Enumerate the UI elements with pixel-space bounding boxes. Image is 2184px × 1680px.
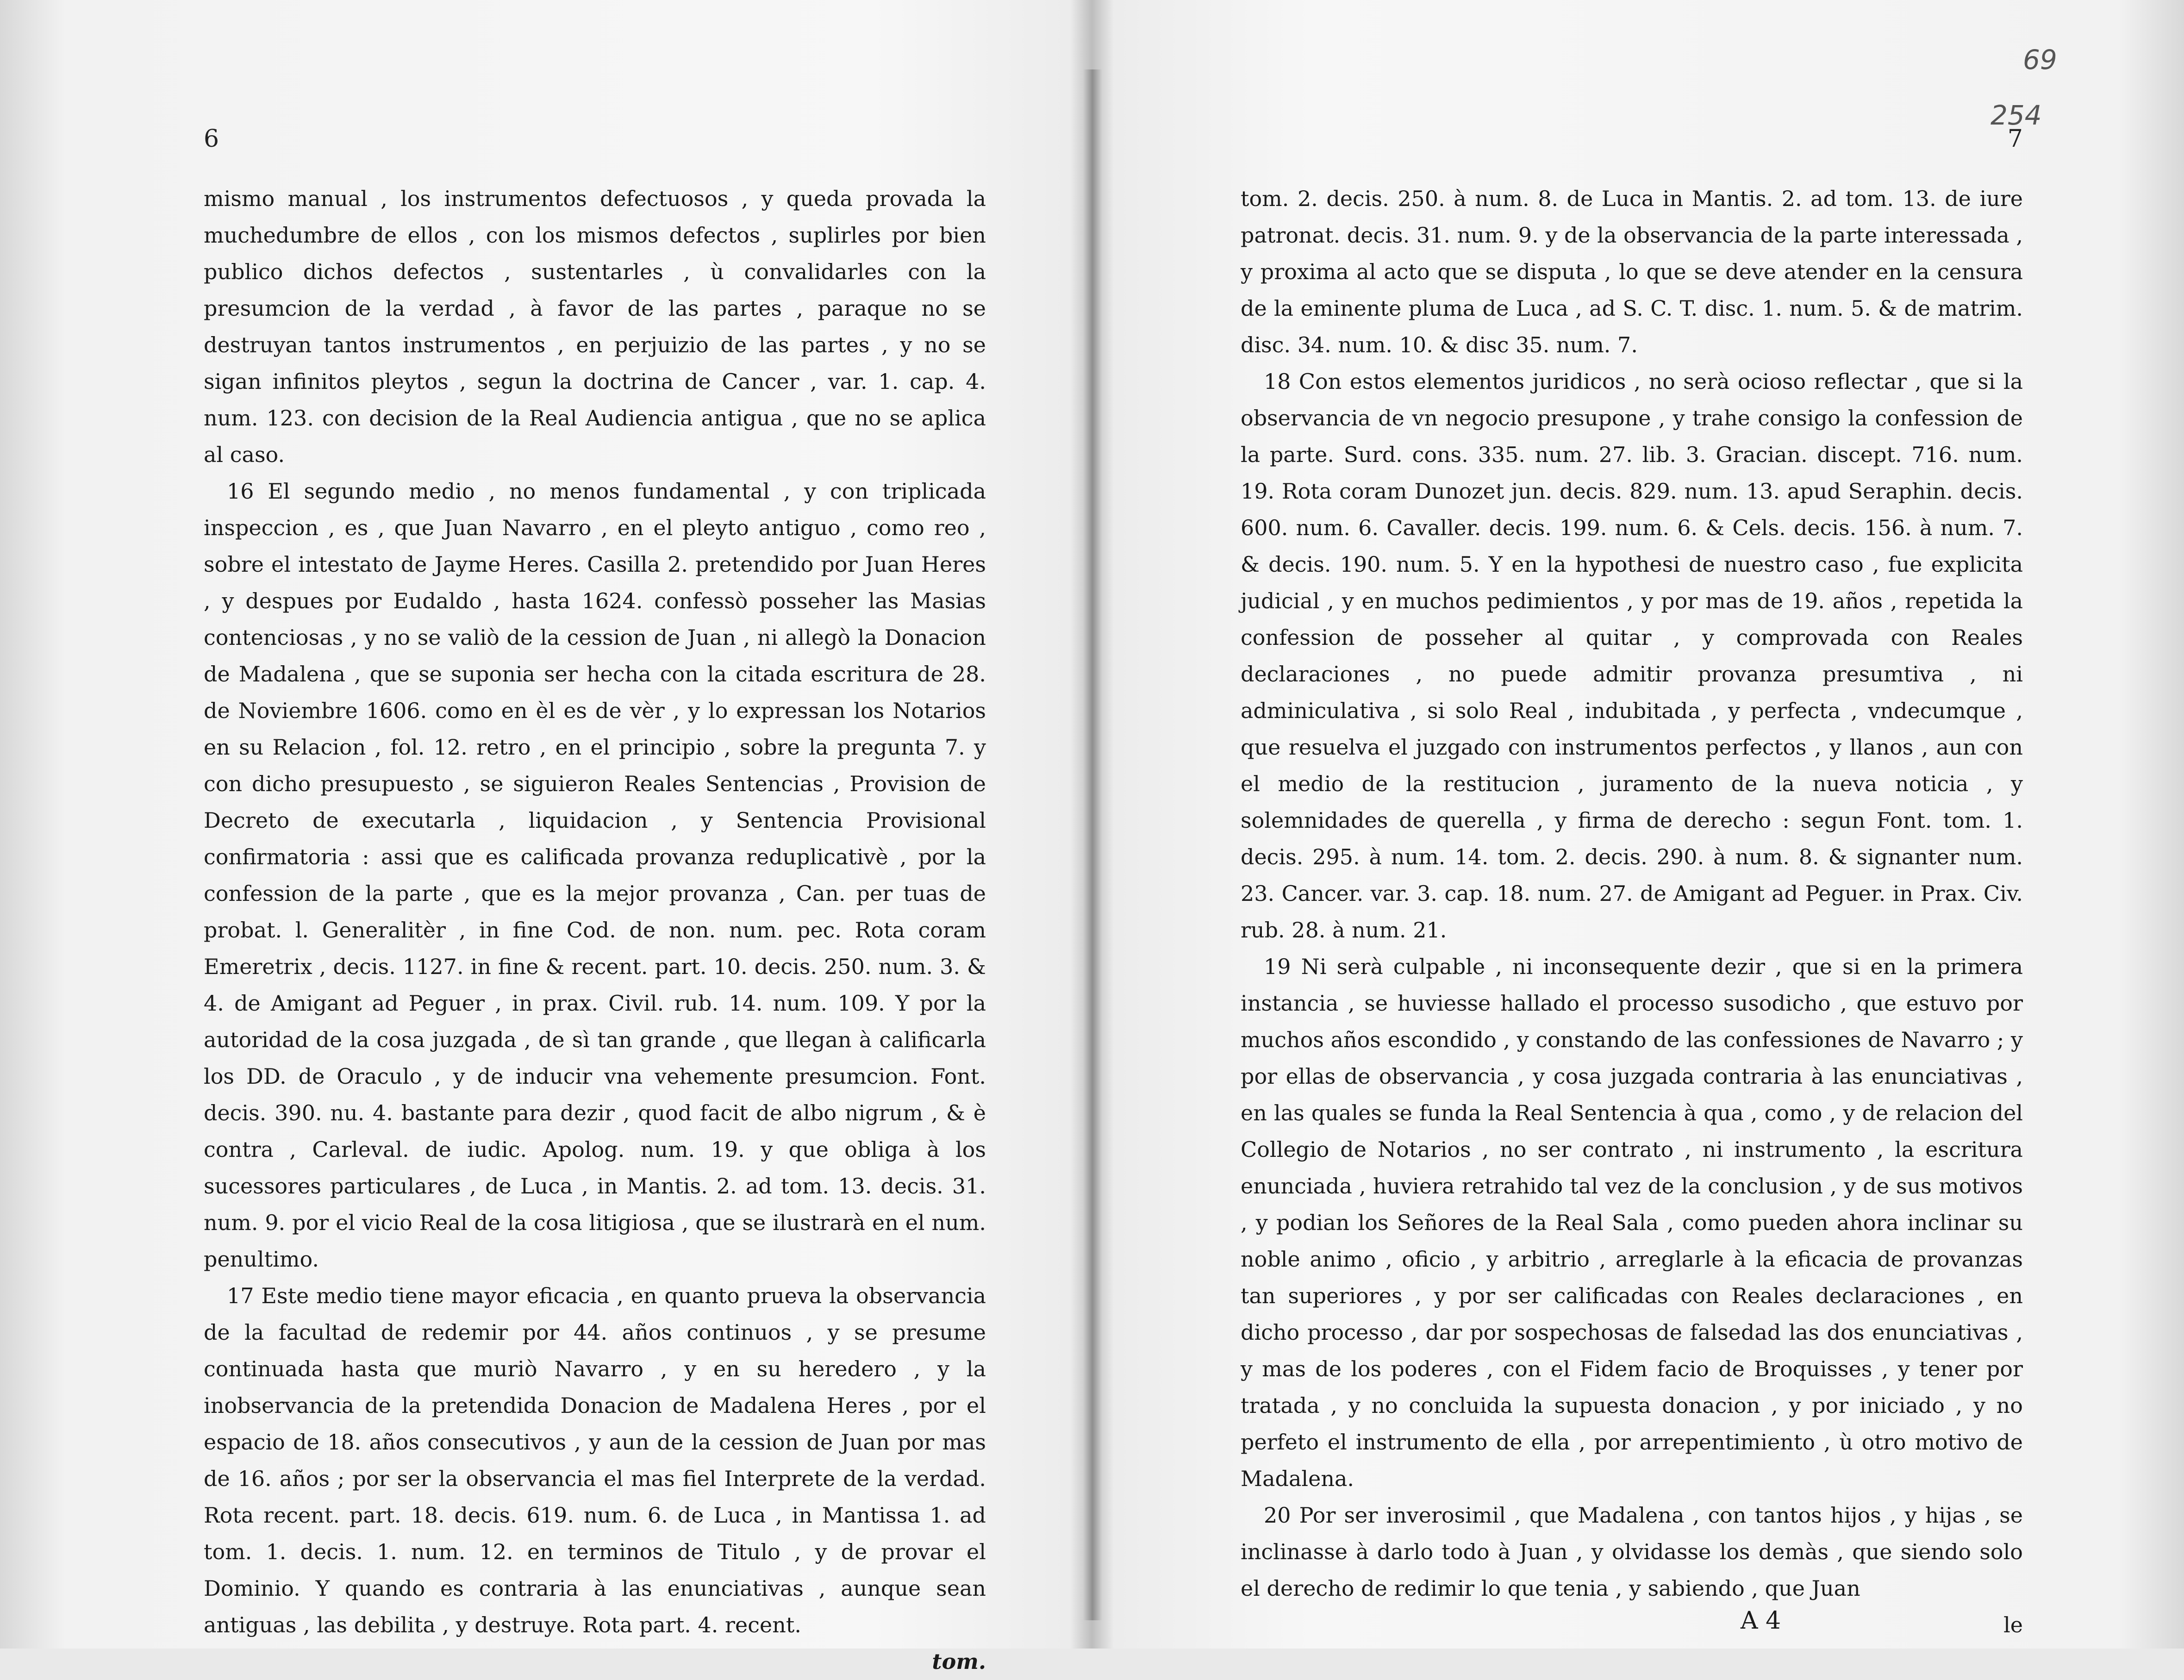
paragraph: mismo manual , los instrumentos defectuosos , y queda provada la muchedumbre de ellos , con los mismos defectos , suplirles por bien publico dichos defectos , sustentarles , ù convalidarles con la presumcion de la verdad , à favor de las partes , paraque no se destruyan tantos instrumentos , en perjuizio de las partes , y no se sigan infinitos pleytos , segun la doctrina de Cancer , var. 1. cap. 4. num. 123. con decision de la Real Audiencia antigua , que no se aplica al caso. — [204, 186, 986, 467]
paragraph-16: 16 El segundo medio , no menos fundamental , y con triplicada inspeccion , es , que Juan Navarro , en el pleyto antiguo , como reo , sobre el intestato de Jayme Heres. Casilla 2. pretendido por Juan Heres , y despues por Eudaldo , hasta 1624. confessò posseher las Masias contenciosas , y no se valiò de la cession de Juan , ni allegò la Donacion de Madalena , que se suponia ser hecha con la citada escritura de 28. de Noviembre 1606. como en èl es de vèr , y lo expressan los Notarios en su Relacion , fol. 12. retro , en el principio , sobre la pregunta 7. y con dicho presupuesto , se siguieron Reales Sentencias , Provision de Decreto de executarla , liquidacion , y Sentencia Provisional confirmatoria : assi que es calificada provanza reduplicativè , por la confession de la parte , que es la mejor provanza , Can. per tuas de probat. l. Generalitèr , in fine Cod. de non. num. pec. Rota coram Emeretrix , decis. 1127. in fine & recent. part. 10. decis. 250. num. 3. & 4. de Amigant ad Peguer , in prax. Civil. rub. 14. num. 109. Y por la autoridad de la cosa juzgada , de sì tan grande , que llegan à calificarla los DD. de Oraculo , y de inducir vna vehemente presumcion. Font. decis. 390. nu. 4. bastante para dezir , quod facit de albo nigrum , & è contra , Carleval. de iudic. Apolog. num. 19. y que obliga à los sucessores particulares , de Luca , in Mantis. 2. ad tom. 13. decis. 31. num. 9. por el vicio Real de la cosa litigiosa , que se ilustrarà en el num. penultimo. — [204, 479, 986, 1272]
paragraph-17: 17 Este medio tiene mayor eficacia , en quanto prueva la observancia de la facultad de redemir por 44. años continuos , y se presume continuada hasta que muriò Navarro , y en su heredero , y la inobservancia de la pretendida Donacion de Madalena Heres , por el espacio de 18. años consecutivos , y aun de la cession de Juan por mas de 16. años ; por ser la observancia el mas fiel Interprete de la verdad. Rota recent. part. 18. decis. 619. num. 6. de Luca , in Mantissa 1. ad tom. 1. decis. 1. num. 12. en terminos de Titulo , y de provar el Dominio. Y quando es contraria à las enunciativas , aunque sean antiguas , las debilita , y destruye. Rota part. 4. recent. — [204, 1283, 986, 1637]
catchword: tom. — [932, 1649, 986, 1674]
page-body — [204, 139, 986, 1643]
right-page — [1241, 125, 2023, 1643]
folio-mark-primary: 69 — [2023, 44, 2057, 75]
catchword: le — [2003, 1612, 2023, 1637]
paragraph-19: 19 Ni serà culpable , ni inconsequente dezir , que si en la primera instancia , se huviesse hallado el processo susodicho , que estuvo por muchos años escondido , y constando de las confessiones de Navarro ; y por ellas de observancia , y cosa juzgada contraria à las enunciativas , en las quales se funda la Real Sentencia à qua , como , y de relacion del Collegio de Notarios , no ser contrato , ni instrumento , la escritura enunciada , huviera retrahido tal vez de la conclusion , y de sus motivos , y podian los Señores de la Real Sala , como pueden ahora inclinar su noble animo , oficio , y arbitrio , arreglarle à la eficacia de provanzas tan superiores , y por ser calificadas con Reales declaraciones , en dicho processo , dar por sospechosas de falsedad las dos enunciativas , y mas de los poderes , con el Fidem facio de Broquisses , y tener por tratada , y no concluida la supuesta donacion , y por iniciado , y no perfeto el instrumento de ella , por arrepentimiento , ù otro motivo de Madalena. — [1241, 954, 2023, 1491]
left-page — [204, 125, 986, 1680]
page-number: 6 — [204, 125, 219, 153]
book-gutter — [1083, 69, 1102, 1620]
paragraph-18: 18 Con estos elementos juridicos , no serà ocioso reflectar , que si la observancia de vn negocio presupone , y trahe consigo la confession de la parte. Surd. cons. 335. num. 27. lib. 3. Gracian. discept. 716. num. 19. Rota coram Dunozet jun. decis. 829. num. 13. apud Seraphin. decis. 600. num. 6. Cavaller. decis. 199. num. 6. & Cels. decis. 156. à num. 7. & decis. 190. num. 5. Y en la hypothesi de nuestro caso , fue explicita judicial , y en muchos pedimientos , y por mas de 19. años , repetida la confession de posseher al quitar , y comprovada con Reales declaraciones , no puede admitir provanza presumtiva , ni adminiculativa , si solo Real , indubitada , y perfecta , vndecumque , que resuelva el juzgado con instrumentos perfectos , y llanos , aun con el medio de la restitucion , juramento de la nueva noticia , y solemnidades de querella , y firma de derecho : segun Font. tom. 1. decis. 295. à num. 14. tom. 2. decis. 290. à num. 8. & signanter num. 23. Cancer. var. 3. cap. 18. num. 27. de Amigant ad Peguer. in Prax. Civ. rub. 28. à num. 21. — [1241, 369, 2023, 943]
folio-mark-secondary: 254 — [1991, 100, 2042, 131]
paragraph-20: 20 Por ser inverosimil , que Madalena , con tantos hijos , y hijas , se inclinasse à darlo todo à Juan , y olvidasse los demàs , que siendo solo el derecho de redimir lo que tenia , y sabiendo , que Juan — [1241, 1503, 2023, 1601]
page-body — [1241, 139, 2023, 1607]
paragraph: tom. 2. decis. 250. à num. 8. de Luca in Mantis. 2. ad tom. 13. de iure patronat. decis. 31. num. 9. y de la observancia de la parte interessada , y proxima al acto que se disputa , lo que se deve atender en la censura de la eminente pluma de Luca , ad S. C. T. disc. 1. num. 5. & de matrim. disc. 34. num. 10. & disc 35. num. 7. — [1241, 186, 2023, 357]
page-number: 7 — [2007, 125, 2023, 153]
signature-mark: A 4 — [1741, 1607, 1781, 1635]
